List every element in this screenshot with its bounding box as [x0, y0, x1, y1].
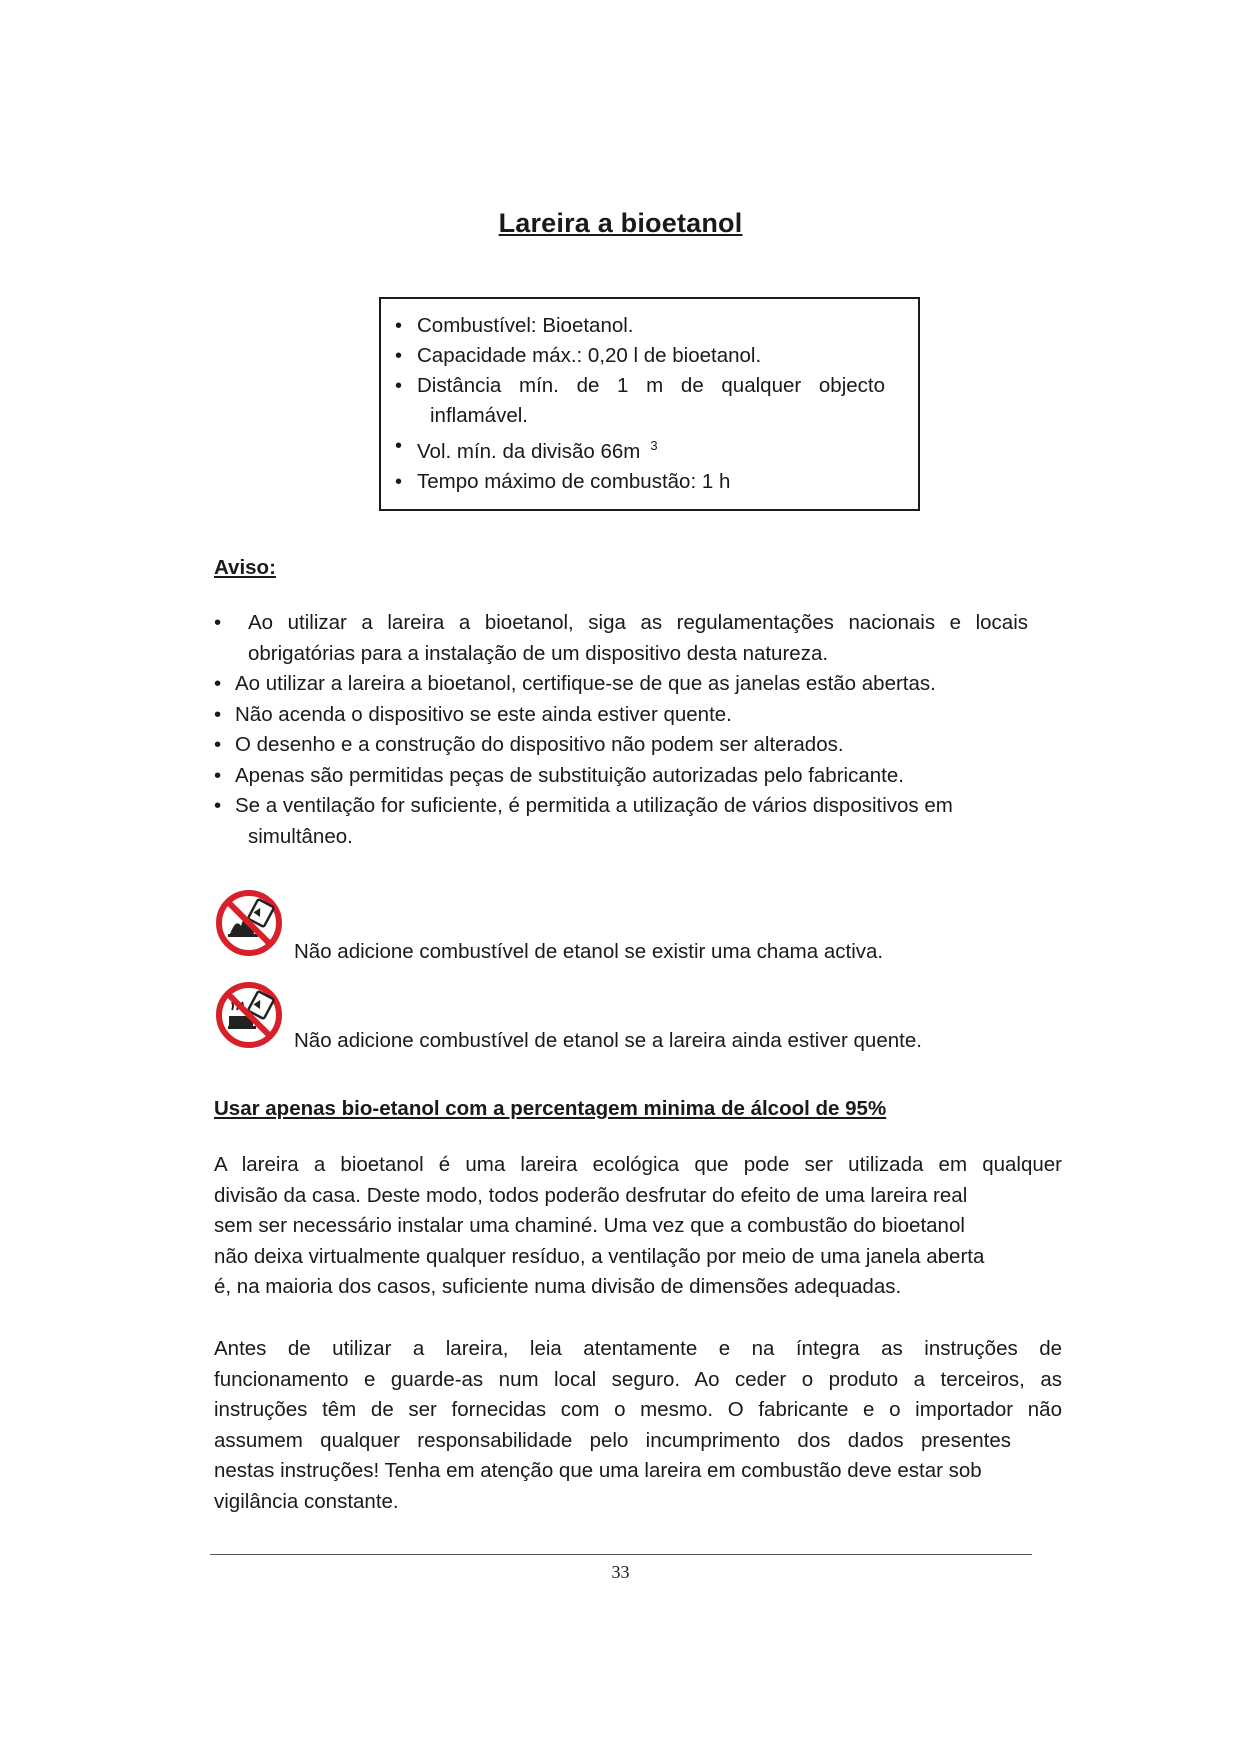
usage-heading: Usar apenas bio-etanol com a percentagem minima de álcool de 95% — [214, 1097, 887, 1120]
paragraph-line: é, na maioria dos casos, suficiente numa divisão de dimensões adequadas. — [214, 1275, 902, 1298]
warning-list — [214, 608, 1028, 852]
footer-divider — [210, 1554, 1032, 1555]
warning-text: Ao utilizar a lareira a bioetanol, siga as regulamentações nacionais e locais — [248, 611, 1028, 634]
warning-item — [214, 761, 1028, 792]
intro-paragraph — [214, 1150, 1062, 1303]
spec-burn-time: Tempo máximo de combustão: 1 h — [417, 470, 731, 493]
prohibition-text-flame: Não adicione combustível de etanol se existir uma chama activa. — [294, 940, 884, 963]
instructions-paragraph — [214, 1334, 1062, 1517]
paragraph-line: sem ser necessário instalar uma chaminé. Uma vez que a combustão do bioetanol — [214, 1214, 965, 1237]
spec-item — [395, 467, 895, 497]
prohibition-text-hot: Não adicione combustível de etanol se a lareira ainda estiver quente. — [294, 1029, 922, 1052]
bullet-icon: • — [395, 345, 403, 367]
bullet-icon: • — [214, 611, 222, 634]
bullet-icon: • — [395, 375, 403, 397]
spec-distance: Distância mín. de 1 m de qualquer objecto — [417, 374, 885, 397]
warning-text: Se a ventilação for suficiente, é permitida a utilização de vários dispositivos em — [235, 794, 953, 817]
warning-heading: Aviso: — [214, 556, 276, 579]
no-fuel-active-flame-icon — [214, 888, 284, 958]
paragraph-line: nestas instruções! Tenha em atenção que uma lareira em combustão deve estar sob — [214, 1459, 982, 1482]
page-title: Lareira a bioetanol — [498, 208, 743, 238]
spec-volume: Vol. mín. da divisão 66m — [417, 440, 641, 463]
bullet-icon: • — [395, 435, 403, 457]
spec-item — [395, 431, 895, 467]
warning-text-cont: obrigatórias para a instalação de um dispositivo desta natureza. — [248, 641, 829, 665]
warning-item — [214, 730, 1028, 761]
bullet-icon: • — [214, 733, 222, 756]
bullet-icon: • — [395, 315, 403, 337]
no-fuel-hot-fireplace-icon — [214, 980, 284, 1050]
spec-box — [379, 297, 920, 511]
spec-capacity: Capacidade máx.: 0,20 l de bioetanol. — [417, 344, 762, 367]
paragraph-line: instruções têm de ser fornecidas com o mesmo. O fabricante e o importador não — [214, 1398, 1062, 1421]
spec-item — [395, 341, 895, 371]
warning-text: Não acenda o dispositivo se este ainda estiver quente. — [235, 702, 732, 726]
paragraph-line: divisão da casa. Deste modo, todos poderão desfrutar do efeito de uma lareira real — [214, 1183, 968, 1207]
paragraph-line: assumem qualquer responsabilidade pelo incumprimento dos dados presentes — [214, 1428, 1011, 1452]
warning-item — [214, 791, 1028, 852]
bullet-icon: • — [395, 471, 403, 493]
paragraph-line: vigilância constante. — [214, 1489, 399, 1513]
warning-text: Ao utilizar a lareira a bioetanol, certifique-se de que as janelas estão abertas. — [235, 672, 936, 695]
warning-item — [214, 700, 1028, 731]
paragraph-line: Antes de utilizar a lareira, leia atentamente e na íntegra as instruções de — [214, 1337, 1062, 1360]
spec-distance-cont: inflamável. — [430, 404, 528, 427]
paragraph-line: não deixa virtualmente qualquer resíduo, a ventilação por meio de uma janela aberta — [214, 1244, 985, 1268]
spec-fuel: Combustível: Bioetanol. — [417, 314, 634, 337]
spec-list — [395, 311, 895, 497]
spec-item — [395, 371, 895, 431]
warning-text-cont: simultâneo. — [248, 824, 353, 848]
spec-volume-exponent: 3 — [650, 438, 658, 453]
warning-item — [214, 669, 1028, 700]
warning-item — [214, 608, 1028, 669]
page-number: 33 — [611, 1562, 630, 1582]
bullet-icon: • — [214, 702, 222, 726]
paragraph-line: A lareira a bioetanol é uma lareira ecológica que pode ser utilizada em qualquer — [214, 1153, 1062, 1176]
warning-text: O desenho e a construção do dispositivo não podem ser alterados. — [235, 733, 844, 756]
bullet-icon: • — [214, 763, 222, 787]
bullet-icon: • — [214, 794, 222, 817]
paragraph-line: funcionamento e guarde-as num local seguro. Ao ceder o produto a terceiros, as — [214, 1367, 1062, 1391]
spec-item — [395, 311, 895, 341]
bullet-icon: • — [214, 672, 222, 695]
warning-text: Apenas são permitidas peças de substituição autorizadas pelo fabricante. — [235, 763, 904, 787]
